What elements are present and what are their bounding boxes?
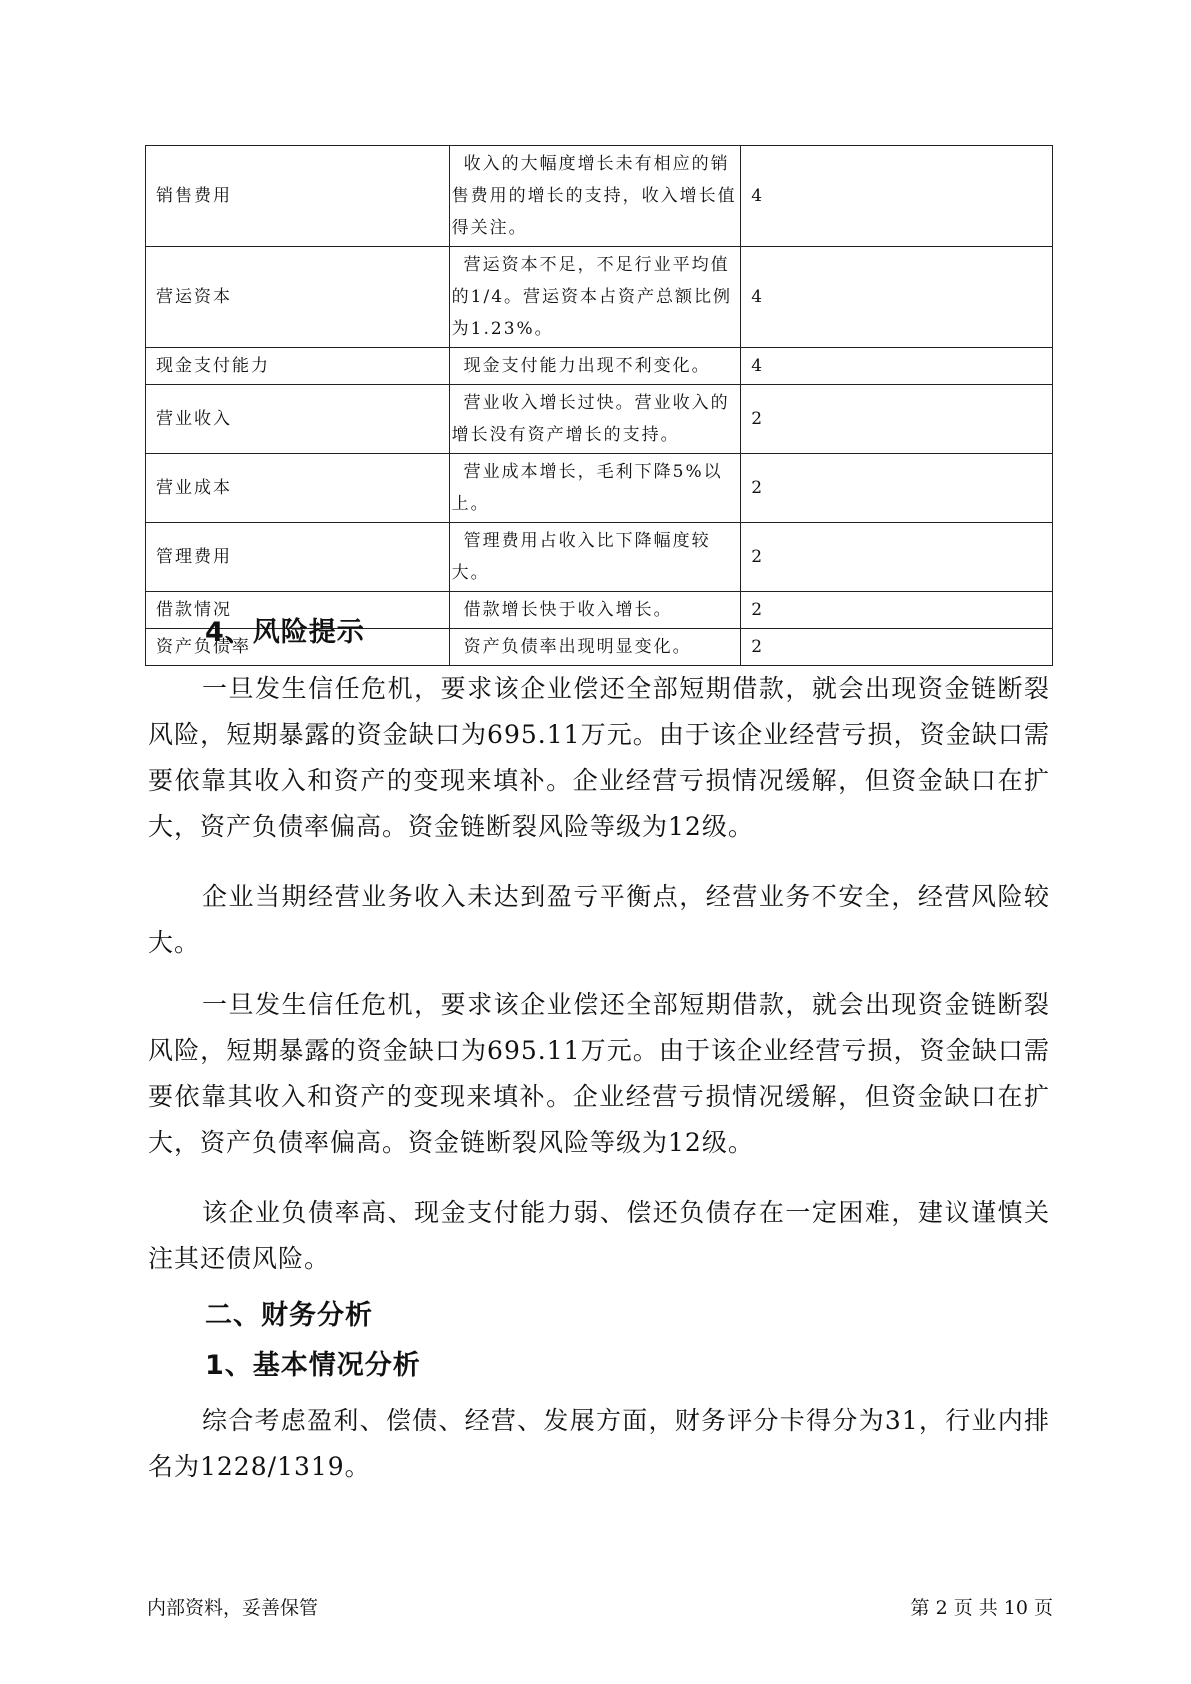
indicator-name: 营业成本: [146, 454, 450, 523]
table-row: [146, 385, 1053, 454]
indicator-description: 营业成本增长，毛利下降5%以上。: [449, 454, 741, 523]
indicator-name: 销售费用: [146, 146, 450, 247]
indicator-score: 2: [741, 592, 1053, 629]
indicator-description: 营运资本不足，不足行业平均值的1/4。营运资本占资产总额比例为1.23%。: [449, 247, 741, 348]
risk-section-heading: 4、风险提示: [205, 617, 365, 648]
table-row: [146, 348, 1053, 385]
indicator-score: 2: [741, 454, 1053, 523]
indicator-name: 管理费用: [146, 523, 450, 592]
indicator-score: 4: [741, 146, 1053, 247]
indicator-description: 资产负债率出现明显变化。: [449, 629, 741, 666]
indicator-score: 4: [741, 348, 1053, 385]
indicator-name: 现金支付能力: [146, 348, 450, 385]
risk-indicator-table: [145, 145, 1053, 666]
indicator-description: 管理费用占收入比下降幅度较大。: [449, 523, 741, 592]
indicator-name: 营业收入: [146, 385, 450, 454]
basic-analysis-paragraph: 综合考虑盈利、偿债、经营、发展方面，财务评分卡得分为31，行业内排名为1228/1319。: [148, 1406, 1050, 1481]
indicator-description: 现金支付能力出现不利变化。: [449, 348, 741, 385]
indicator-name: 营运资本: [146, 247, 450, 348]
indicator-score: 2: [741, 385, 1053, 454]
indicator-description: 收入的大幅度增长未有相应的销售费用的增长的支持，收入增长值得关注。: [449, 146, 741, 247]
footer-page-number: 第 2 页 共 10 页: [910, 1597, 1053, 1619]
risk-paragraph-2: 企业当期经营业务收入未达到盈亏平衡点，经营业务不安全，经营风险较大。: [148, 882, 1050, 957]
indicator-description: 借款增长快于收入增长。: [449, 592, 741, 629]
risk-paragraph-1: 一旦发生信任危机，要求该企业偿还全部短期借款，就会出现资金链断裂风险，短期暴露的资金缺口为695.11万元。由于该企业经营亏损，资金缺口需要依靠其收入和资产的变现来填补。企业经营亏损情况缓解，但资金缺口在扩大，资产负债率偏高。资金链断裂风险等级为12级。: [148, 674, 1050, 841]
indicator-score: 4: [741, 247, 1053, 348]
indicator-name: 资产负债率: [146, 629, 450, 666]
footer-confidential-note: 内部资料，妥善保管: [147, 1597, 319, 1619]
basic-analysis-subheading: 1、基本情况分析: [205, 1350, 421, 1381]
finance-section-heading: 二、财务分析: [205, 1300, 373, 1331]
indicator-score: 2: [741, 629, 1053, 666]
table-row: [146, 454, 1053, 523]
risk-paragraph-3: 一旦发生信任危机，要求该企业偿还全部短期借款，就会出现资金链断裂风险，短期暴露的资金缺口为695.11万元。由于该企业经营亏损，资金缺口需要依靠其收入和资产的变现来填补。企业经营亏损情况缓解，但资金缺口在扩大，资产负债率偏高。资金链断裂风险等级为12级。: [148, 990, 1050, 1157]
indicator-name: 借款情况: [146, 592, 450, 629]
table-row: [146, 146, 1053, 247]
table-row: [146, 247, 1053, 348]
table-row: [146, 523, 1053, 592]
indicator-description: 营业收入增长过快。营业收入的增长没有资产增长的支持。: [449, 385, 741, 454]
risk-paragraph-4: 该企业负债率高、现金支付能力弱、偿还负债存在一定困难，建议谨慎关注其还债风险。: [148, 1198, 1050, 1273]
indicator-score: 2: [741, 523, 1053, 592]
